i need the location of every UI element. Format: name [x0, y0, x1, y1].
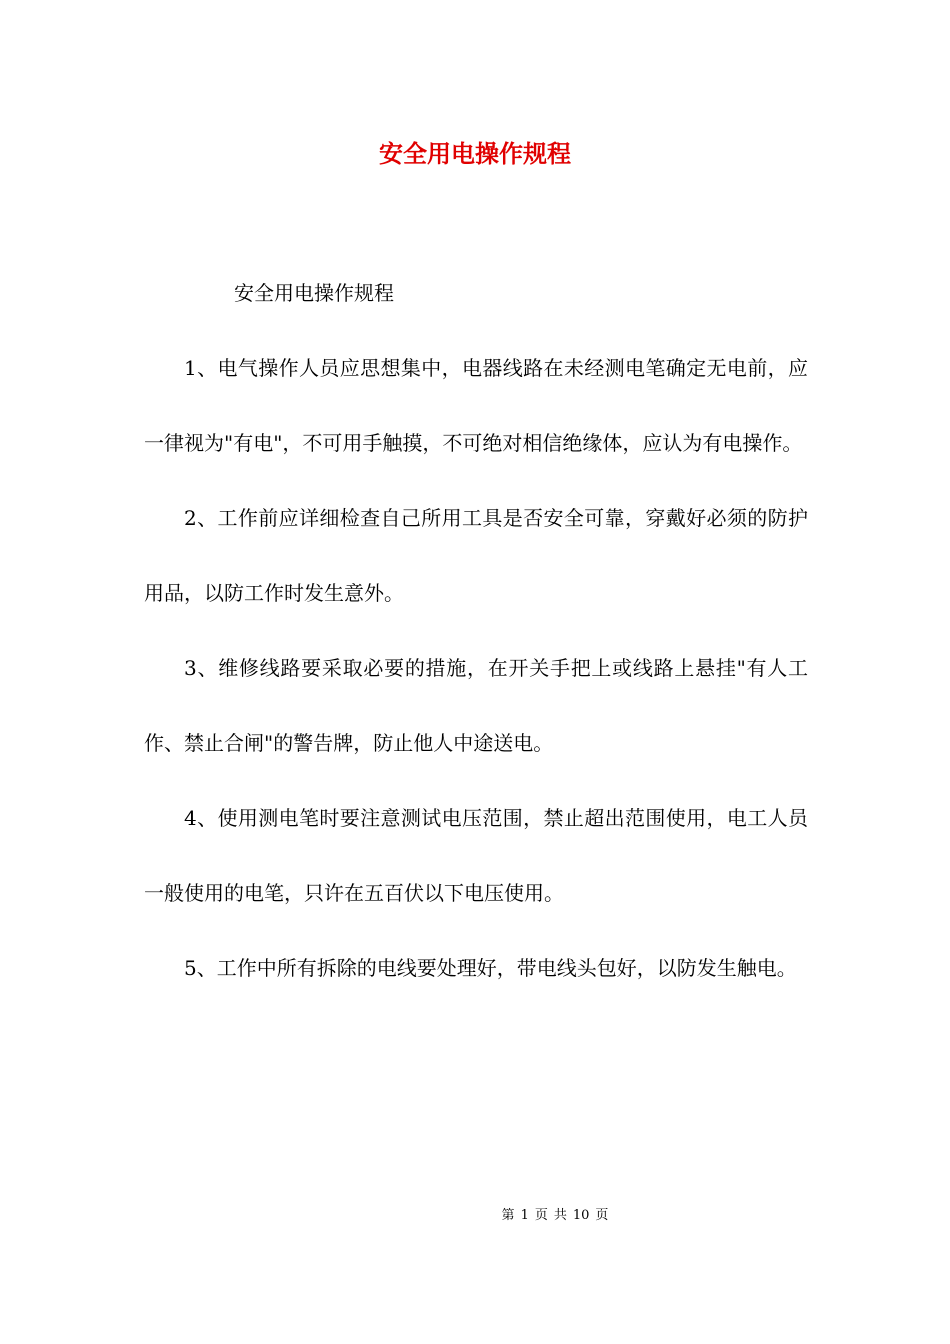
footer-suffix: 页: [595, 1208, 609, 1223]
footer-prefix: 第: [501, 1208, 515, 1223]
footer-current-page: 1: [520, 1208, 529, 1223]
paragraph-4: 4、使用测电笔时要注意测试电压范围，禁止超出范围使用，电工人员一般使用的电笔，只许在五百伏以下电压使用。: [144, 806, 808, 905]
document-body: [144, 331, 808, 1006]
document-title: 安全用电操作规程: [379, 139, 571, 168]
footer-mid2: 共: [553, 1208, 567, 1223]
document-subtitle: 安全用电操作规程: [234, 281, 394, 305]
paragraph-1: 1、电气操作人员应思想集中，电器线路在未经测电笔确定无电前，应一律视为"有电"，不可用手触摸，不可绝对相信绝缘体，应认为有电操作。: [144, 356, 808, 455]
page-footer: [0, 1206, 950, 1226]
paragraph-5: 5、工作中所有拆除的电线要处理好，带电线头包好，以防发生触电。: [184, 956, 797, 980]
footer-total-pages: 10: [572, 1208, 590, 1223]
paragraph-2: 2、工作前应详细检查自己所用工具是否安全可靠，穿戴好必须的防护用品，以防工作时发生意外。: [144, 506, 808, 605]
paragraph-3: 3、维修线路要采取必要的措施，在开关手把上或线路上悬挂"有人工作、禁止合闸"的警告牌，防止他人中途送电。: [144, 656, 808, 755]
footer-mid1: 页: [534, 1208, 548, 1223]
